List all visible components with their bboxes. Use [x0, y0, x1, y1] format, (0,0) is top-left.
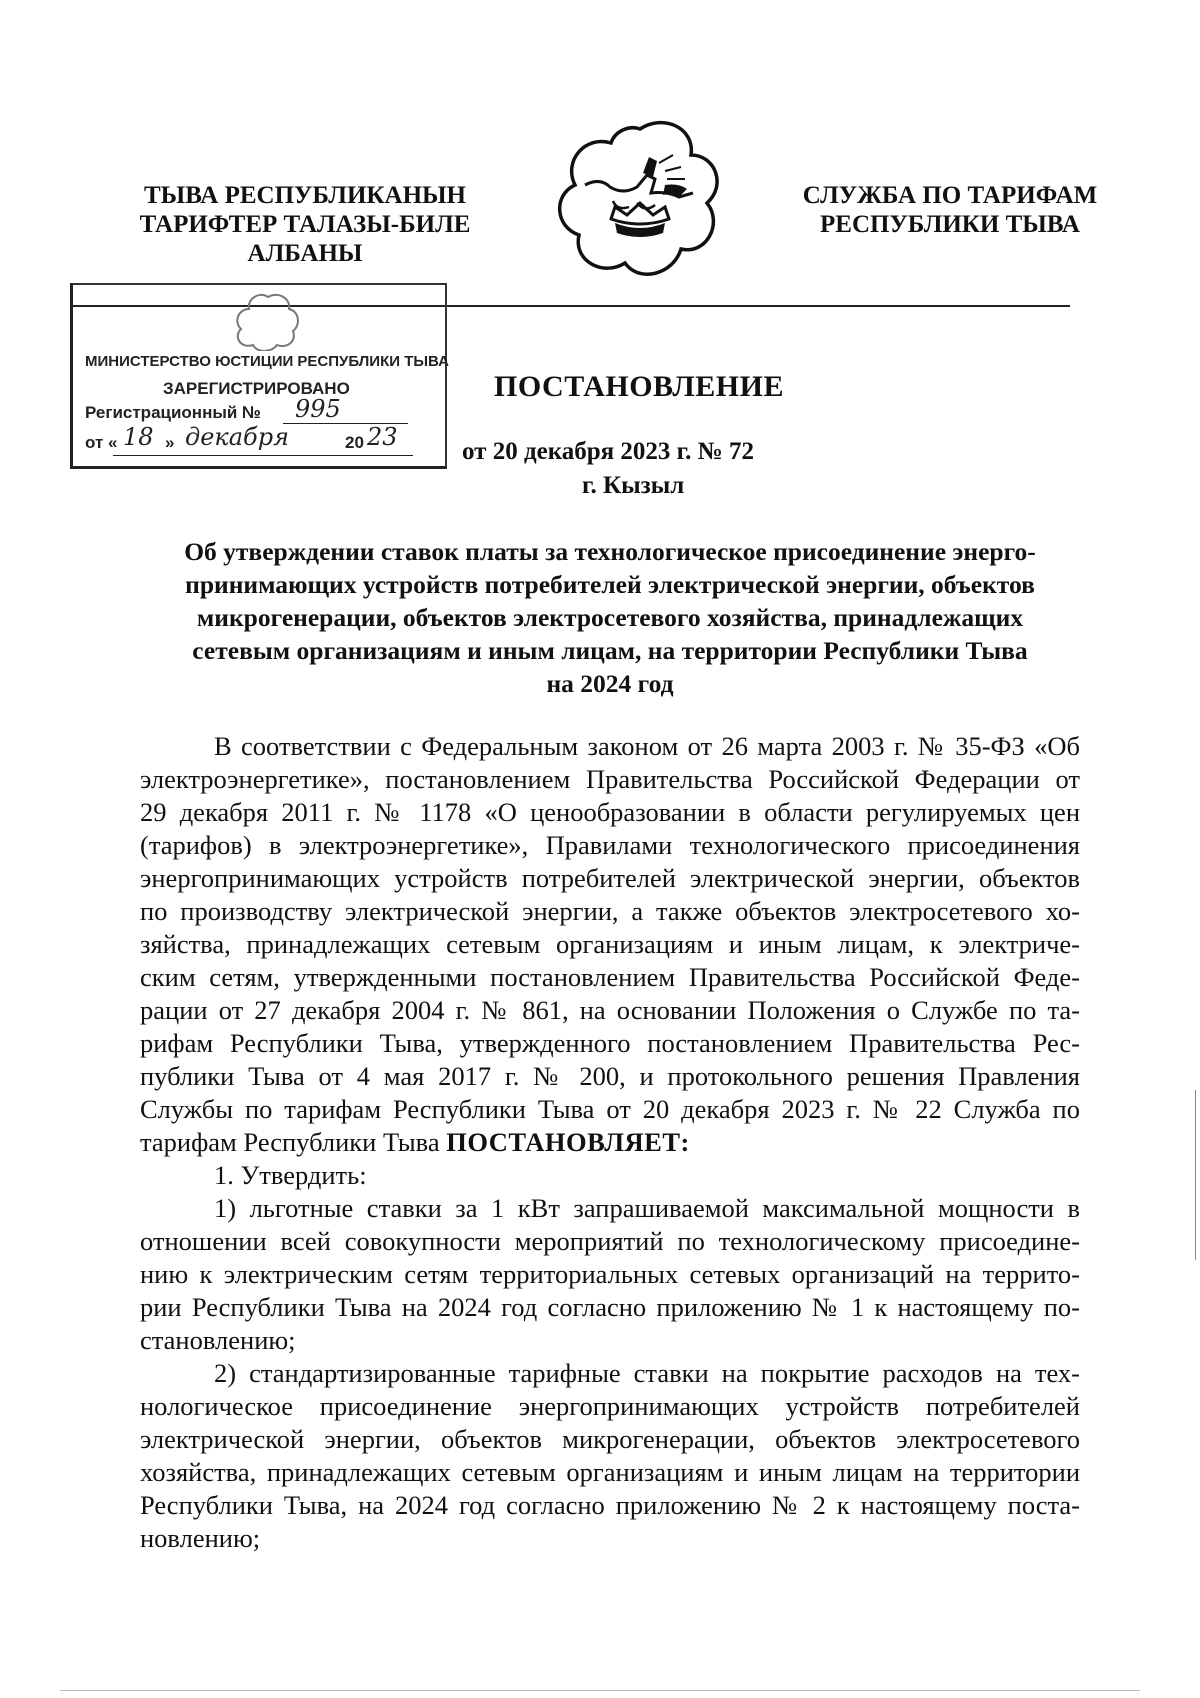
body-line: публики Тыва от 4 мая 2017 г. № 200, и протокольного решения Правления [140, 1061, 1080, 1091]
stamp-ministry: МИНИСТЕРСТВО ЮСТИЦИИ РЕСПУБЛИКИ ТЫВА [85, 353, 449, 370]
body-line: 1. Утвердить: [214, 1160, 367, 1190]
body-line: нологическое присоединение энергопринимающих устройств потребителей [140, 1391, 1080, 1421]
scan-bottom-edge [60, 1690, 1140, 1691]
body-line: (тарифов) в электроэнергетике», Правилами технологического присоединения [140, 830, 1080, 860]
body-line: становлению; [140, 1325, 296, 1355]
scan-margin-mark [1195, 1090, 1196, 1260]
stamp-date-year: 23 [367, 423, 398, 451]
title-line: принимающих устройств потребителей электрической энергии, объектов [185, 570, 1035, 599]
right-org-line: СЛУЖБА ПО ТАРИФАМ [802, 182, 1098, 209]
body-line: зяйства, принадлежащих сетевым организациям и иным лицам, к электриче- [140, 929, 1080, 959]
document-city: г. Кызыл [582, 472, 685, 499]
body-line: отношении всей совокупности мероприятий по технологическому присоедине- [140, 1226, 1080, 1256]
decree-verb: ПОСТАНОВЛЯЕТ: [446, 1127, 690, 1157]
right-org-line: РЕСПУБЛИКИ ТЫВА [820, 211, 1080, 238]
left-org-line: ТЫВА РЕСПУБЛИКАНЫН [143, 182, 467, 209]
tuva-emblem-icon [555, 115, 725, 285]
body-line: электрической энергии, объектов микрогенерации, объектов электросетевого [140, 1424, 1080, 1454]
body-line: по производству электрической энергии, а также объектов электросетевого хо- [140, 896, 1080, 926]
body-line-final [140, 1126, 1080, 1159]
body-line: энергопринимающих устройств потребителей электрической энергии, объектов [140, 863, 1080, 893]
left-org-line: АЛБАНЫ [247, 240, 363, 267]
stamp-date-underline [113, 455, 413, 456]
body-line: тарифам Республики Тыва [140, 1127, 440, 1157]
document-title [140, 535, 1080, 700]
title-line: Об утверждении ставок платы за технологическое присоединение энерго- [184, 537, 1036, 566]
stamp-emblem-icon [233, 291, 303, 351]
stamp-date-year-prefix: 20 [345, 433, 364, 452]
left-org-name [120, 181, 490, 268]
document-type: ПОСТАНОВЛЕНИЕ [494, 370, 784, 403]
body-line: нию к электрическим сетям территориальных сетевых организаций на террито- [140, 1259, 1080, 1289]
body-line: новлению; [140, 1523, 261, 1553]
body-line: рии Республики Тыва на 2024 год согласно приложению № 1 к настоящему по- [140, 1292, 1080, 1322]
stamp-date-month: декабря [185, 423, 289, 451]
title-line: сетевым организациям и иным лицам, на территории Республики Тыва [192, 636, 1028, 665]
body-line: электроэнергетике», постановлением Правительства Российской Федерации от [140, 764, 1080, 794]
body-line: 2) стандартизированные тарифные ставки на покрытие расходов на тех- [214, 1358, 1080, 1388]
document-body [140, 730, 1080, 1555]
stamp-reg-label: Регистрационный № [85, 403, 261, 422]
body-line: ским сетям, утвержденными постановлением Правительства Российской Феде- [140, 962, 1080, 992]
body-line: рифам Республики Тыва, утвержденного постановлением Правительства Рес- [140, 1028, 1080, 1058]
stamp-date-prefix: от « [85, 433, 118, 452]
body-line: Службы по тарифам Республики Тыва от 20 декабря 2023 г. № 22 Служба по [140, 1094, 1080, 1124]
body-line: В соответствии с Федеральным законом от 26 марта 2003 г. № 35-ФЗ «Об [214, 731, 1080, 761]
stamp-date-mid: » [165, 433, 175, 452]
body-line: 29 декабря 2011 г. № 1178 «О ценообразовании в области регулируемых цен [140, 797, 1080, 827]
body-line: рации от 27 декабря 2004 г. № 861, на основании Положения о Службе по та- [140, 995, 1080, 1025]
registration-stamp [70, 283, 447, 469]
body-line: хозяйства, принадлежащих сетевым организациям и иным лицам на территории [140, 1457, 1080, 1487]
body-line: Республики Тыва, на 2024 год согласно приложению № 2 к настоящему поста- [140, 1490, 1080, 1520]
left-org-line: ТАРИФТЕР ТАЛАЗЫ-БИЛЕ [139, 211, 471, 238]
right-org-name [790, 181, 1110, 239]
document-date: от 20 декабря 2023 г. № 72 [462, 438, 755, 465]
title-line: микрогенерации, объектов электросетевого хозяйства, принадлежащих [196, 603, 1024, 632]
stamp-top-rule [73, 283, 445, 285]
stamp-date-day: 18 [123, 423, 154, 451]
body-line: 1) льготные ставки за 1 кВт запрашиваемой максимальной мощности в [214, 1193, 1080, 1223]
stamp-registered: ЗАРЕГИСТРИРОВАНО [163, 379, 350, 398]
title-line: на 2024 год [546, 669, 674, 698]
stamp-reg-number: 995 [295, 395, 341, 423]
